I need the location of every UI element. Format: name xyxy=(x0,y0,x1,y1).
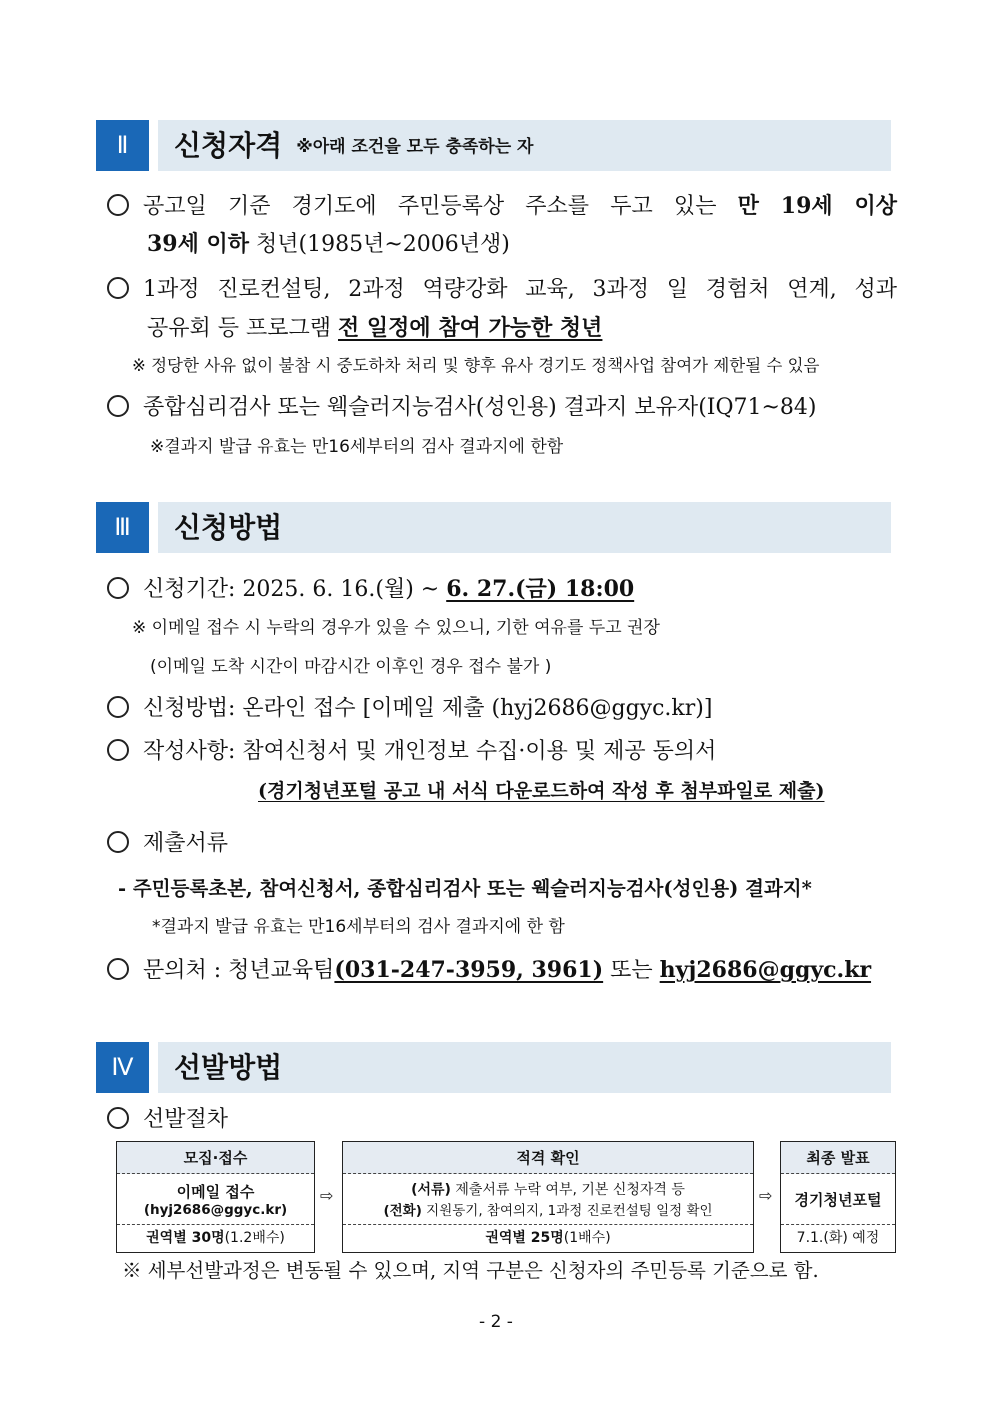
contact-phone: (031-247-3959, 3961) xyxy=(334,957,604,983)
flow-step-recruitment xyxy=(116,1141,315,1253)
selection-procedure: 선발절차 xyxy=(107,1105,228,1135)
flow-step-body: 이메일 접수 (hyj2686@ggyc.kr) xyxy=(117,1174,314,1225)
contact-info: 문의처 : 청년교육팀(031-247-3959, 3961) 또는 hyj2686@ggyc.kr xyxy=(107,955,871,986)
eligibility-item-2-note: ※ 정당한 사유 없이 불참 시 중도하차 처리 및 향후 유사 경기도 정책사업 참여가 제한될 수 있음 xyxy=(132,356,820,375)
flow-step-header: 최종 발표 xyxy=(781,1142,895,1174)
submission-documents-note: *결과지 발급 유효는 만16세부터의 검사 결과지에 한 함 xyxy=(152,917,565,937)
application-period: 신청기간: 2025. 6. 16.(월) ~ 6. 27.(금) 18:00 xyxy=(107,574,634,605)
page-number: - 2 - xyxy=(479,1312,513,1332)
bullet-circle-icon xyxy=(107,395,129,417)
bullet-circle-icon xyxy=(107,277,129,299)
flow-step-header: 모집·접수 xyxy=(117,1142,314,1174)
application-period-note-1: ※ 이메일 접수 시 누락의 경우가 있을 수 있으니, 기한 여유를 두고 권장 xyxy=(132,618,660,638)
submission-documents-item: - 주민등록초본, 참여신청서, 종합심리검사 또는 웩슬러지능검사(성인용) 결과지* xyxy=(118,877,812,900)
flow-step-header: 적격 확인 xyxy=(343,1142,753,1174)
section-title: 신청방법 xyxy=(174,511,283,544)
bullet-circle-icon xyxy=(107,696,129,718)
section-title: 선발방법 xyxy=(174,1051,283,1084)
section-number: Ⅲ xyxy=(96,502,149,553)
eligibility-item-2-cont: 공유회 등 프로그램 전 일정에 참여 가능한 청년 xyxy=(147,315,603,341)
bullet-circle-icon xyxy=(107,1107,129,1129)
bullet-circle-icon xyxy=(107,831,129,853)
eligibility-item-1-cont: 39세 이하 청년(1985년~2006년생) xyxy=(147,231,510,257)
bullet-circle-icon xyxy=(107,739,129,761)
section-title-text: 신청자격 xyxy=(174,129,283,162)
bullet-circle-icon xyxy=(107,194,129,216)
flow-step-final-announcement xyxy=(780,1141,896,1253)
flow-arrow-icon: ⇨ xyxy=(759,1186,773,1205)
application-period-note-2: (이메일 도착 시간이 마감시간 이후인 경우 접수 불가 ) xyxy=(150,657,552,677)
eligibility-item-1: 공고일 기준 경기도에 주민등록상 주소를 두고 있는 만 19세 이상 xyxy=(107,191,897,222)
submission-documents: 제출서류 xyxy=(107,829,228,859)
eligibility-item-3: 종합심리검사 또는 웩슬러지능검사(성인용) 결과지 보유자(IQ71~84) xyxy=(107,393,817,423)
section-number: Ⅱ xyxy=(96,120,149,171)
bullet-circle-icon xyxy=(107,958,129,980)
application-forms-note: (경기청년포털 공고 내 서식 다운로드하여 작성 후 첨부파일로 제출) xyxy=(258,780,825,802)
flow-step-footer: 7.1.(화) 예정 xyxy=(796,1230,880,1246)
section-title xyxy=(174,120,533,171)
section-header-eligibility xyxy=(96,120,891,171)
bullet-circle-icon xyxy=(107,577,129,599)
eligibility-item-3-note: ※결과지 발급 유효는 만16세부터의 검사 결과지에 한함 xyxy=(150,437,564,457)
flow-step-body: (서류) 제출서류 누락 여부, 기본 신청자격 등 (전화) 지원동기, 참여의지, 1과정 진로컨설팅 일정 확인 xyxy=(343,1174,753,1225)
flow-arrow-icon: ⇨ xyxy=(320,1186,334,1205)
flow-step-footer: 권역별 30명(1.2배수) xyxy=(146,1230,285,1246)
application-method: 신청방법: 온라인 접수 [이메일 제출 (hyj2686@ggyc.kr)] xyxy=(107,694,712,724)
contact-email-link[interactable]: hyj2686@ggyc.kr xyxy=(659,957,872,983)
flow-step-body: 경기청년포털 xyxy=(781,1174,895,1225)
selection-note: ※ 세부선발과정은 변동될 수 있으며, 지역 구분은 신청자의 주민등록 기준으로 함. xyxy=(122,1259,819,1282)
application-forms: 작성사항: 참여신청서 및 개인정보 수집·이용 및 제공 동의서 xyxy=(107,737,716,767)
eligibility-item-2: 1과정 진로컨설팅, 2과정 역량강화 교육, 3과정 일 경험처 연계, 성과 xyxy=(107,275,897,305)
flow-step-eligibility-check xyxy=(342,1141,754,1253)
section-number: Ⅳ xyxy=(96,1042,149,1093)
section-title-note: ※아래 조건을 모두 충족하는 자 xyxy=(296,136,534,157)
flow-step-footer: 권역별 25명(1배수) xyxy=(485,1230,611,1246)
section-header-selection xyxy=(96,1042,891,1093)
section-header-application xyxy=(96,502,891,553)
